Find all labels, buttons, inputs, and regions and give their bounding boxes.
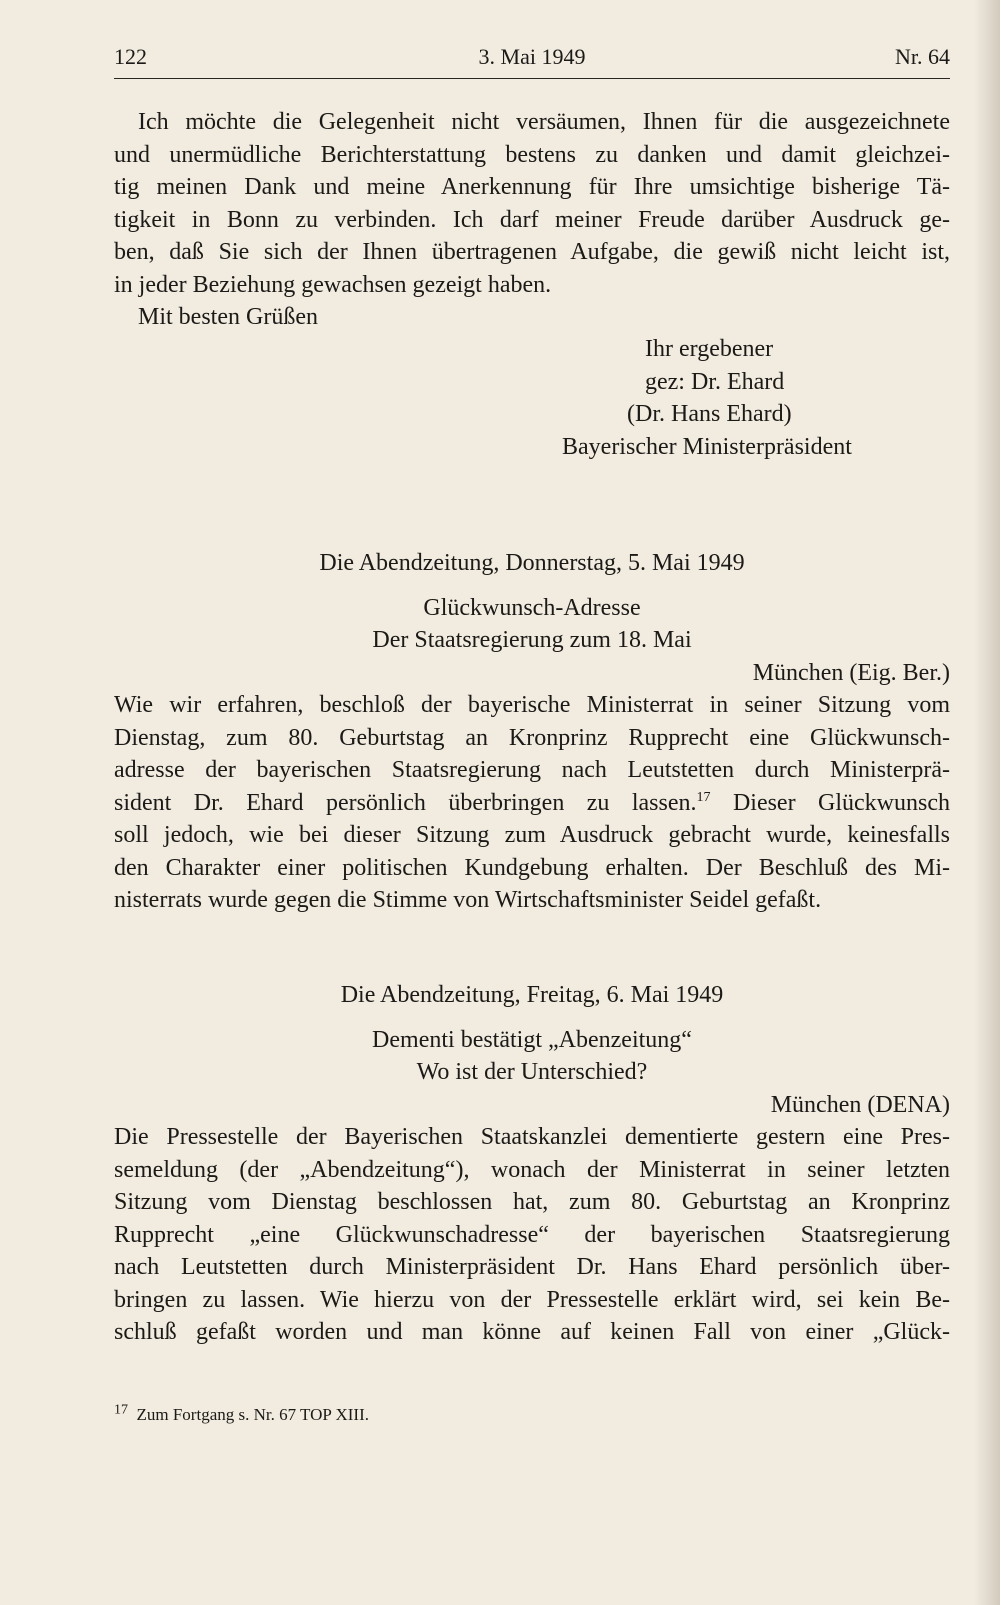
article-line-part: Dieser Glückwunsch (710, 789, 950, 816)
article-line: soll jedoch, wie bei dieser Sitzung zum Ausdruck gebracht wurde, keinesfalls (114, 822, 950, 848)
article-line: Dienstag, zum 80. Geburtstag an Kronprinz Rupprecht eine Glückwunsch- (114, 724, 950, 751)
letter-closing: Mit besten Grüßen (138, 304, 318, 330)
article-headline: Glückwunsch-Adresse (423, 594, 641, 621)
article-line: semeldung (der „Abendzeitung“), wonach der Ministerrat in seiner letzten (114, 1156, 950, 1183)
article-line: adresse der bayerischen Staatsregierung nach Leutstetten durch Ministerprä- (114, 757, 950, 783)
letter-line: tigkeit in Bonn zu verbinden. Ich darf meiner Freude darüber Ausdruck ge- (114, 206, 950, 233)
footnote-number: 17 (114, 1402, 128, 1418)
article-2 (114, 979, 950, 1349)
article-headline: Dementi bestätigt „Abenzeitung“ (372, 1026, 692, 1053)
page-number: 122 (114, 44, 147, 69)
header-rule (114, 78, 950, 79)
article-line: Wie wir erfahren, beschloß der bayerische Ministerrat in seiner Sitzung vom (114, 692, 950, 718)
article-dateline: München (Eig. Ber.) (752, 659, 950, 686)
article-line: Rupprecht „eine Glückwunschadresse“ der bayerischen Staatsregierung (114, 1221, 950, 1248)
header-date: 3. Mai 1949 (478, 44, 586, 69)
footnote (114, 1402, 950, 1425)
article-line: Sitzung vom Dienstag beschlossen hat, zum 80. Geburtstag an Kronprinz (114, 1189, 950, 1215)
signature-line: Bayerischer Ministerpräsident (562, 433, 852, 460)
article-line: den Charakter einer politischen Kundgebung erhalten. Der Beschluß des Mi- (114, 854, 950, 881)
letter-line: und unermüdliche Berichterstattung bestens zu danken und damit gleichzei- (114, 141, 950, 168)
letter-line: in jeder Beziehung gewachsen gezeigt haben. (114, 271, 552, 298)
running-header (114, 44, 950, 78)
article-line: nach Leutstetten durch Ministerpräsident Dr. Hans Ehard persönlich über- (114, 1254, 950, 1280)
page-edge-shadow (974, 0, 1000, 1605)
letter-line: ben, daß Sie sich der Ihnen übertragenen Aufgabe, die gewiß nicht leicht ist, (114, 239, 950, 265)
document-number: Nr. 64 (895, 44, 950, 69)
article-line: Die Pressestelle der Bayerischen Staatskanzlei dementierte gestern eine Pres- (114, 1124, 950, 1150)
article-line: bringen zu lassen. Wie hierzu von der Pressestelle erklärt wird, sei kein Be- (114, 1286, 950, 1313)
article-1 (114, 547, 950, 917)
footnote-text: Zum Fortgang s. Nr. 67 TOP XIII. (136, 1405, 369, 1424)
article-line-part: sident Dr. Ehard persönlich überbringen zu lassen. (114, 789, 697, 816)
signature-line: (Dr. Hans Ehard) (627, 401, 792, 427)
article-subheadline: Wo ist der Unterschied? (416, 1059, 648, 1085)
letter-line: tig meinen Dank und meine Anerkennung für Ihre umsichtige bisherige Tä- (114, 174, 950, 200)
article-line-with-footnote (114, 787, 950, 820)
signature-line: gez: Dr. Ehard (645, 368, 785, 395)
article-line: nisterrats wurde gegen die Stimme von Wirtschaftsminister Seidel gefaßt. (114, 887, 822, 913)
article-source: Die Abendzeitung, Freitag, 6. Mai 1949 (340, 982, 724, 1008)
article-source: Die Abendzeitung, Donnerstag, 5. Mai 1949 (319, 550, 745, 576)
article-subheadline: Der Staatsregierung zum 18. Mai (372, 627, 692, 653)
article-line: schluß gefaßt worden und man könne auf keinen Fall von einer „Glück- (114, 1319, 950, 1345)
signature-block (562, 333, 950, 463)
letter-line: Ich möchte die Gelegenheit nicht versäumen, Ihnen für die ausgezeichnete (138, 109, 950, 135)
footnote-reference: 17 (696, 789, 711, 805)
signature-line: Ihr ergebener (645, 336, 774, 362)
article-dateline: München (DENA) (770, 1091, 950, 1118)
letter-body (114, 106, 950, 334)
